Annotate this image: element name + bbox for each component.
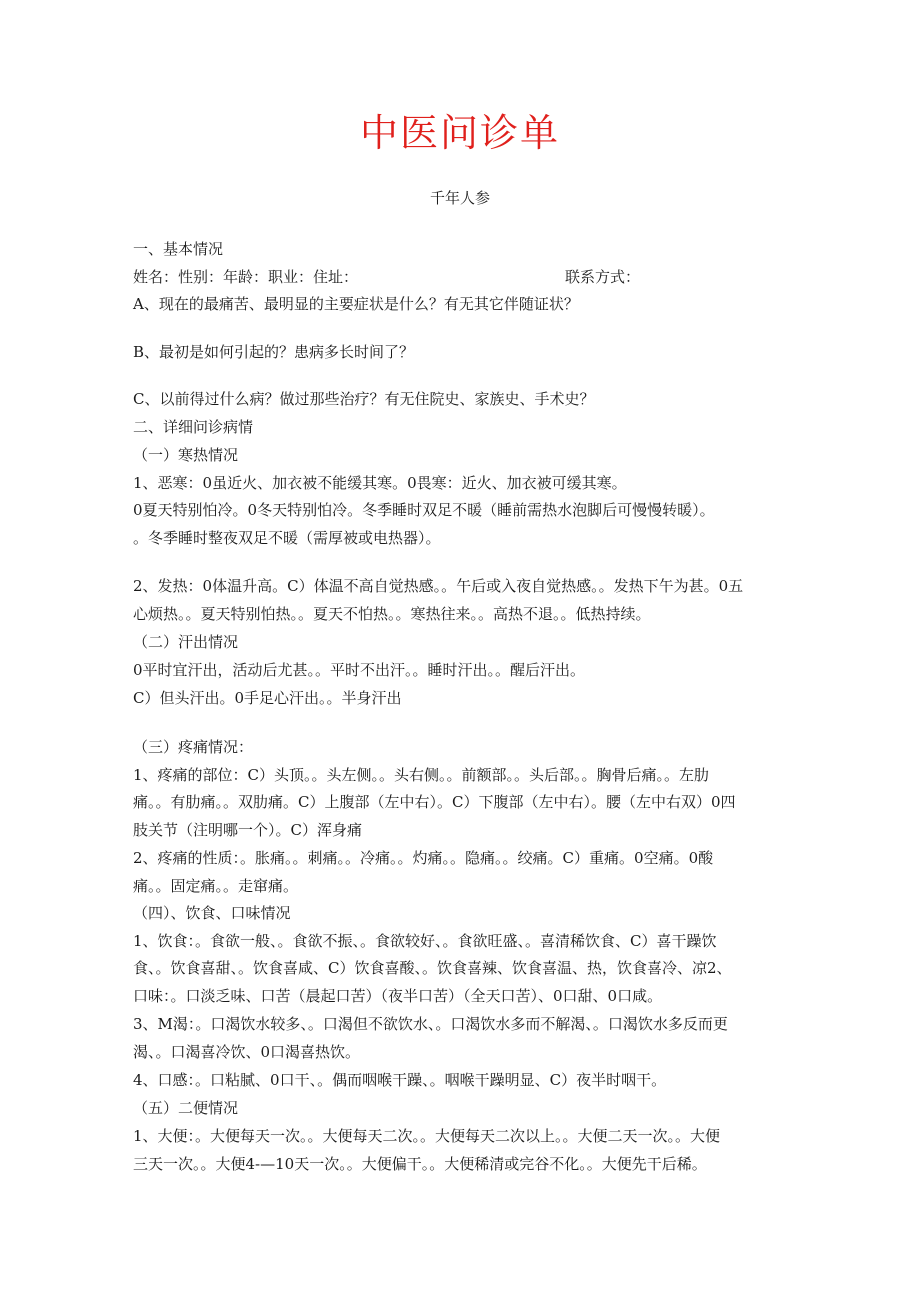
- text-line: 0平时宜汗出，活动后尤甚。。平时不出汗。。睡时汗出。。醒后汗出。: [133, 661, 586, 679]
- question-b: B、最初是如何引起的？患病多长时间了？: [133, 343, 415, 361]
- subsection-excretion: （五）二便情况: [133, 1099, 239, 1117]
- text-line: 1、大便：。大便每天一次。。大便每天二次。。大便每天二次以上。。大便二天一次。。大便: [133, 1127, 721, 1145]
- question-a: A、现在的最痛苦、最明显的主要症状是什么？有无其它伴随证状？: [133, 295, 579, 313]
- text-line: 食、。饮食喜甜、。饮食喜咸、C）饮食喜酸、。饮食喜辣、饮食喜温、热，饮食喜冷、凉2、: [133, 959, 732, 977]
- text-line: 。冬季睡时整夜双足不暖（需厚被或电热器）。: [133, 529, 441, 547]
- subsection-pain: （三）疼痛情况：: [133, 738, 254, 756]
- text-line: 1、恶寒：0虽近火、加衣被不能缓其寒。0畏寒：近火、加衣被可缓其寒。: [133, 474, 627, 492]
- question-c: C、以前得过什么病？做过那些治疗？有无住院史、家族史、手术史？: [133, 390, 595, 408]
- text-line: 2、疼痛的性质：。胀痛。。刺痛。。冷痛。。灼痛。。隐痛。。绞痛。C）重痛。0空痛。0酸: [133, 849, 714, 867]
- text-line: 三天一次。。大便4-—10天一次。。大便偏干。。大便稀清或完谷不化。。大便先干后稀。: [133, 1155, 707, 1173]
- document-subtitle: 千年人参: [429, 189, 490, 207]
- text-line: 肢关节（注明哪一个）。C）浑身痛: [133, 821, 362, 839]
- subsection-sweat: （二）汗出情况: [133, 633, 239, 651]
- contact-label: 联系方式：: [565, 268, 641, 286]
- section-heading-basic: 一、基本情况: [133, 240, 224, 258]
- text-line: 渴、。口渴喜冷饮、0口渴喜热饮。: [133, 1043, 361, 1061]
- text-line: C）但头汗出。0手足心汗出。。半身汗出: [133, 689, 402, 707]
- text-line: 4、口感：。口粘腻、0口干、。偶而咽喉干躁、。咽喉干躁明显、C）夜半时咽干。: [133, 1071, 667, 1089]
- text-line: 口味：。口淡乏味、口苦（晨起口苦）（夜半口苦）（全天口苦）、0口甜、0口咸。: [133, 987, 663, 1005]
- text-line: 1、饮食：。食欲一般、。食欲不振、。食欲较好、。食欲旺盛、。喜清稀饮食、C）喜干躁饮: [133, 932, 717, 950]
- subsection-cold-heat: （一）寒热情况: [133, 446, 239, 464]
- basic-info-fields: 姓名：性别：年龄：职业：住址：: [133, 268, 359, 286]
- text-line: 1、疼痛的部位：C）头顶。。头左侧。。头右侧。。前额部。。头后部。。胸骨后痛。。左肋: [133, 766, 710, 784]
- section-heading-detail: 二、详细问诊病情: [133, 418, 254, 436]
- text-line: 0夏天特别怕冷。0冬天特别怕冷。冬季睡时双足不暖（睡前需热水泡脚后可慢慢转暖）。: [133, 501, 715, 519]
- text-line: 心烦热。。夏天特别怕热。。夏天不怕热。。寒热往来。。高热不退。。低热持续。: [133, 605, 651, 623]
- document-title: 中医问诊单: [359, 111, 560, 155]
- text-line: 痛。。有肋痛。。双肋痛。C）上腹部（左中右）。C）下腹部（左中右）。腰（左中右双）0四: [133, 793, 736, 811]
- text-line: 2、发热：0体温升高。C）体温不高自觉热感。。午后或入夜自觉热感。。发热下午为甚。0五: [133, 577, 744, 595]
- subsection-diet: （四）、饮食、口味情况: [133, 904, 291, 922]
- text-line: 3、M渴：。口渴饮水较多、。口渴但不欲饮水、。口渴饮水多而不解渴、。口渴饮水多反而更: [133, 1015, 728, 1033]
- text-line: 痛。。固定痛。。走窜痛。: [133, 877, 299, 895]
